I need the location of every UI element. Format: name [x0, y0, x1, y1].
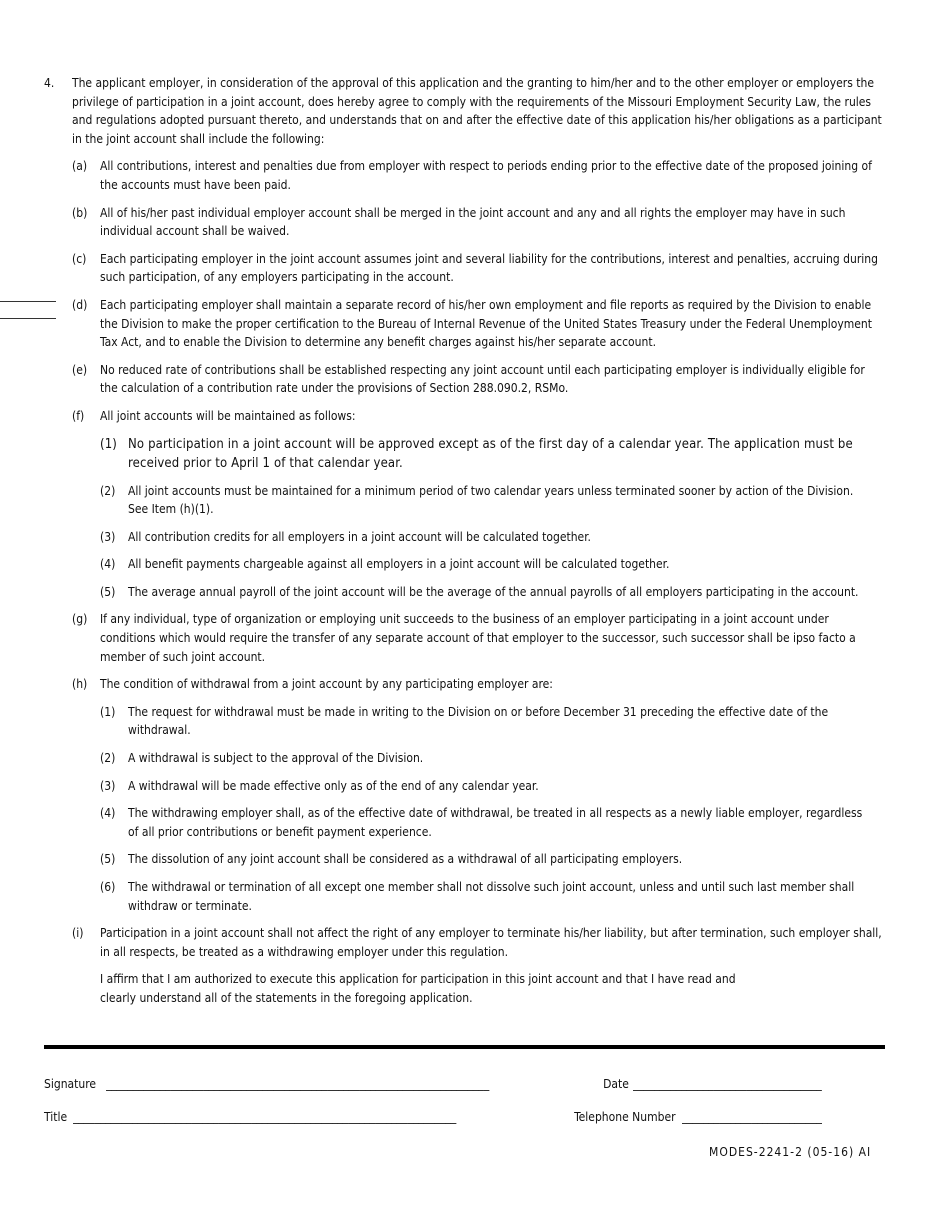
item-label: (a) [72, 159, 88, 174]
item-d [72, 296, 884, 352]
item-i [72, 924, 884, 961]
item-label: (d) [72, 297, 88, 312]
item-b [72, 204, 884, 241]
title-field[interactable]: _______________________________________________________________________ [73, 1110, 457, 1124]
signature-label: Signature [44, 1077, 97, 1091]
sub-item-text: A withdrawal is subject to the approval of the Division. [128, 751, 424, 766]
date-field[interactable]: ___________________________________ [632, 1077, 822, 1091]
sub-item-label: (4) [100, 806, 116, 821]
sub-item-label: (5) [100, 852, 116, 867]
sub-item-text: A withdrawal will be made effective only as of the end of any calendar year. [128, 778, 539, 793]
sub-item-label: (5) [100, 584, 116, 599]
item-text: All joint accounts will be maintained as follows: [100, 408, 356, 423]
title-row [44, 1108, 880, 1127]
sub-item-text: The average annual payroll of the joint account will be the average of the annual payrolls of all employers participating in the account. [128, 584, 859, 599]
item-f-sub-5 [100, 583, 868, 602]
item-text: All of his/her past individual employer account shall be merged in the joint account and any and all rights the employer may have in such individual account shall be waived. [100, 205, 846, 239]
item-text: Each participating employer in the joint account assumes joint and several liability for the contributions, interest and penalties, accruing during such participation, of any employers participating in the account. [100, 251, 879, 285]
sub-item-label: (1) [100, 704, 116, 719]
form-code: MODES-2241-2 (05-16) AI [709, 1145, 872, 1159]
item-f-sub-4 [100, 555, 868, 574]
sub-item-text: The dissolution of any joint account shall be considered as a withdrawal of all participating employers. [128, 852, 683, 867]
item-h [72, 675, 884, 694]
item-text: If any individual, type of organization or employing unit succeeds to the business of an employer participating in a joint account under conditions which would require the transfer of any separate account of that employer to the successor, such successor shall be ipso facto a member of such joint account. [100, 612, 856, 664]
item-label: (f) [72, 408, 85, 423]
signature-divider [44, 1045, 885, 1049]
section-intro-text: The applicant employer, in consideration of the approval of this application and the granting to him/her and to the other employer or employers the privilege of participation in a joint account, does hereby agree to comply with the requirements of the Missouri Employment Security Law, the rules and regulations adopted pursuant thereto, and understands that on and after the effective date of this application his/her obligations as a participant in the joint account shall include the following: [72, 76, 882, 146]
signature-field[interactable]: _______________________________________________________________________ [106, 1077, 490, 1091]
item-text: The condition of withdrawal from a joint account by any participating employer are: [100, 677, 553, 692]
affirmation-line-2: clearly understand all of the statements in the foregoing application. [100, 990, 473, 1005]
telephone-label: Telephone Number [574, 1110, 676, 1124]
sub-item-label: (2) [100, 751, 116, 766]
sub-item-label: (2) [100, 483, 116, 498]
item-a [72, 157, 884, 194]
item-label: (b) [72, 205, 88, 220]
sub-item-text: No participation in a joint account will be approved except as of the first day of a calendar year. The application must be received prior to April 1 of that calendar year. [128, 436, 853, 471]
sub-item-text: All benefit payments chargeable against all employers in a joint account will be calculated together. [128, 557, 670, 572]
item-h-sub-5 [100, 850, 868, 869]
item-f-sub-3 [100, 528, 868, 547]
item-h-sub-1 [100, 703, 868, 740]
signature-row [44, 1075, 880, 1094]
item-f-sub-1 [100, 435, 868, 473]
item-text: Participation in a joint account shall not affect the right of any employer to terminate his/her liability, but after termination, such employer shall, in all respects, be treated as a withdrawing employer under this regulation. [100, 926, 882, 959]
item-h-sub-4 [100, 804, 868, 841]
item-e [72, 361, 884, 398]
sub-item-text: All joint accounts must be maintained for a minimum period of two calendar years unless terminated sooner by action of the Division. See Item (h)(1). [128, 483, 854, 517]
item-h-sub-2 [100, 749, 868, 768]
sub-item-text: The request for withdrawal must be made in writing to the Division on or before December 31 preceding the effective date of the withdrawal. [128, 704, 829, 738]
item-label: (i) [72, 926, 84, 941]
item-label: (g) [72, 612, 88, 627]
item-text: All contributions, interest and penalties due from employer with respect to periods ending prior to the effective date of the proposed joining of the accounts must have been paid. [100, 159, 872, 192]
sub-item-label: (3) [100, 778, 116, 793]
item-h-sub-6 [100, 878, 868, 915]
affirmation-statement [100, 970, 800, 1007]
section-number: 4. [44, 76, 55, 90]
item-label: (c) [72, 251, 87, 266]
sub-item-text: The withdrawal or termination of all except one member shall not dissolve such joint account, unless and until such last member shall withdraw or terminate. [128, 880, 855, 913]
item-label: (h) [72, 677, 88, 692]
section-4-intro [44, 74, 884, 148]
sub-item-text: All contribution credits for all employers in a joint account will be calculated together. [128, 529, 591, 544]
sub-item-label: (3) [100, 529, 116, 544]
sub-item-label: (6) [100, 880, 116, 894]
item-g [72, 610, 884, 666]
item-label: (e) [72, 362, 88, 377]
item-f [72, 407, 884, 426]
sub-item-label: (4) [100, 557, 116, 572]
item-text: No reduced rate of contributions shall be established respecting any joint account until each participating employer is individually eligible for the calculation of a contribution rate under the provisions of Section 288.090.2, RSMo. [100, 362, 865, 396]
date-label: Date [603, 1077, 629, 1091]
document-body [0, 74, 950, 1008]
affirmation-line-1: I affirm that I am authorized to execute this application for participation in this joint account and that I have read and [100, 972, 736, 987]
telephone-field[interactable]: __________________________ [681, 1110, 822, 1124]
title-label: Title [44, 1110, 68, 1124]
sub-item-text: The withdrawing employer shall, as of the effective date of withdrawal, be treated in all respects as a newly liable employer, regardless of all prior contributions or benefit payment experience. [128, 806, 863, 839]
item-c [72, 250, 884, 287]
sub-item-label: (1) [100, 436, 118, 452]
item-text: Each participating employer shall maintain a separate record of his/her own employment and file reports as required by the Division to enable the Division to make the proper certification to the Bureau of Internal Revenue of the United States Treasury under the Federal Unemployment Tax Act, and to enable the Division to determine any benefit charges against his/her separate account. [100, 297, 872, 350]
item-f-sub-2 [100, 482, 868, 519]
item-h-sub-3 [100, 777, 868, 796]
